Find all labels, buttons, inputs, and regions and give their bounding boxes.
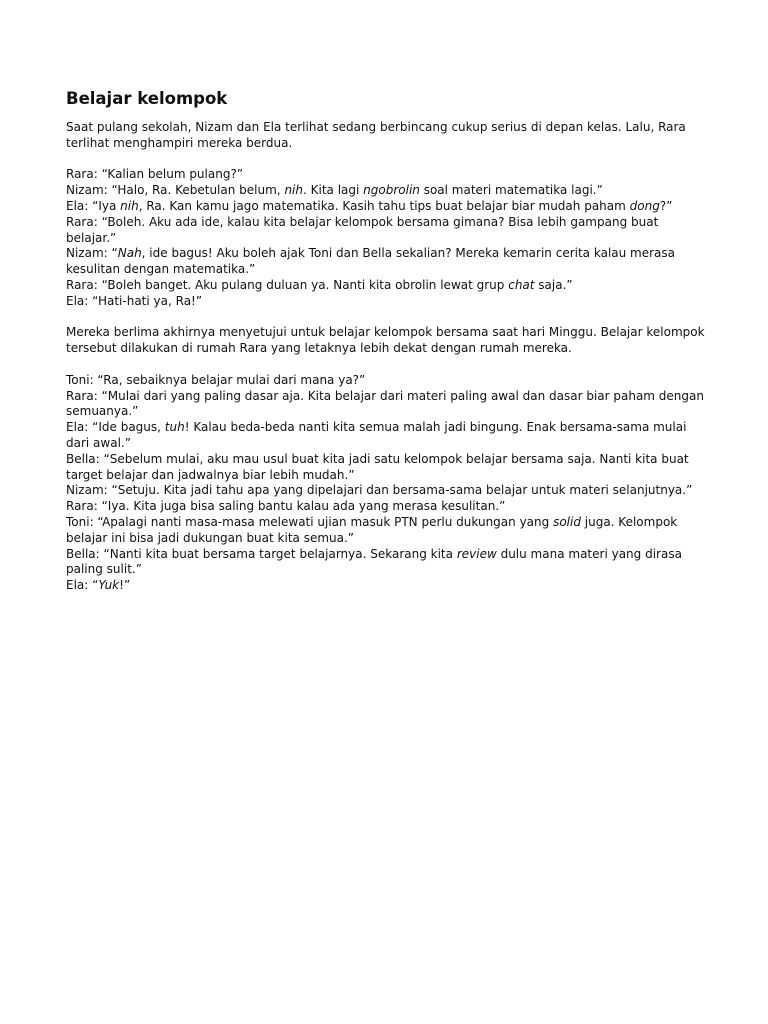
text-run: ?” — [659, 198, 673, 213]
document-title: Belajar kelompok — [66, 89, 228, 108]
text-run: Rara: “Kalian belum pulang?” — [66, 167, 244, 182]
text-line — [66, 373, 708, 389]
text-run: Ela: “Hati-hati ya, Ra!” — [66, 293, 203, 308]
text-run: Rara: “Boleh. Aku ada ide, kalau kita belajar kelompok bersama gimana? Bisa lebih gampang buat belajar.” — [66, 214, 659, 245]
text-line — [66, 294, 708, 310]
paragraph-gap — [66, 152, 708, 168]
paragraph — [66, 120, 708, 152]
text-line — [66, 515, 708, 547]
text-run: Nizam: “ — [66, 246, 118, 261]
text-line — [66, 183, 708, 199]
text-run: saja.” — [534, 277, 573, 292]
text-run: Ela: “Iya — [66, 198, 121, 213]
italic-text: Yuk — [98, 578, 120, 593]
text-line — [66, 278, 708, 294]
text-run: Rara: “Mulai dari yang paling dasar aja. Kita belajar dari materi paling awal dan dasar biar paham dengan semuanya.” — [66, 388, 704, 419]
text-run: Rara: “Iya. Kita juga bisa saling bantu kalau ada yang merasa kesulitan.” — [66, 499, 506, 514]
text-line — [66, 246, 708, 278]
text-run: Mereka berlima akhirnya menyetujui untuk belajar kelompok bersama saat hari Minggu. Belajar kelompok tersebut dilakukan di rumah Rara yang letaknya lebih dekat dengan rumah mereka. — [66, 325, 705, 356]
text-run: !” — [119, 578, 131, 593]
italic-text: nih — [284, 183, 303, 198]
italic-text: chat — [508, 277, 535, 292]
italic-text: tuh — [164, 420, 185, 435]
document-body — [66, 120, 708, 594]
paragraph-gap — [66, 357, 708, 373]
paragraph — [66, 325, 708, 357]
italic-text: solid — [553, 514, 581, 529]
text-line — [66, 215, 708, 247]
text-run: , Ra. Kan kamu jago matematika. Kasih tahu tips buat belajar biar mudah paham — [138, 198, 630, 213]
italic-text: review — [456, 546, 497, 561]
italic-text: Nah — [117, 246, 142, 261]
text-run: Toni: “Apalagi nanti masa-masa melewati ujian masuk PTN perlu dukungan yang — [66, 514, 554, 529]
text-run: dulu mana materi yang dirasa paling sulit.” — [66, 546, 682, 577]
text-run: . Kita lagi — [302, 183, 364, 198]
text-run: , ide bagus! Aku boleh ajak Toni dan Bella sekalian? Mereka kemarin cerita kalau merasa kesulitan dengan matematika.” — [66, 246, 676, 277]
text-line — [66, 167, 708, 183]
text-run: Nizam: “Halo, Ra. Kebetulan belum, — [66, 183, 285, 198]
text-run: Bella: “Nanti kita buat bersama target belajarnya. Sekarang kita — [66, 546, 457, 561]
italic-text: dong — [629, 198, 660, 213]
text-run: Bella: “Sebelum mulai, aku mau usul buat kita jadi satu kelompok belajar bersama saja. Nanti kita buat target belajar dan jadwalnya biar lebih mudah.” — [66, 451, 689, 482]
text-line — [66, 199, 708, 215]
text-run: Ela: “Ide bagus, — [66, 420, 165, 435]
text-line — [66, 452, 708, 484]
paragraph — [66, 373, 708, 594]
text-run: Saat pulang sekolah, Nizam dan Ela terlihat sedang berbincang cukup serius di depan kelas. Lalu, Rara terlihat menghampiri mereka berdua. — [66, 120, 686, 150]
text-line — [66, 420, 708, 452]
italic-text: ngobrolin — [363, 183, 420, 198]
text-run: soal materi matematika lagi.” — [419, 183, 603, 198]
text-line — [66, 499, 708, 515]
text-run: Toni: “Ra, sebaiknya belajar mulai dari mana ya?” — [66, 372, 366, 387]
text-run: juga. Kelompok belajar ini bisa jadi dukungan buat kita semua.” — [66, 514, 678, 545]
text-run: Nizam: “Setuju. Kita jadi tahu apa yang dipelajari dan bersama-sama belajar untuk materi selanjutnya.” — [66, 483, 693, 498]
text-line — [66, 483, 708, 499]
paragraph — [66, 167, 708, 309]
paragraph-gap — [66, 310, 708, 326]
text-run: Rara: “Boleh banget. Aku pulang duluan ya. Nanti kita obrolin lewat grup — [66, 277, 509, 292]
text-run: ! Kalau beda-beda nanti kita semua malah jadi bingung. Enak bersama-sama mulai dari awal.” — [66, 420, 687, 450]
text-line — [66, 325, 708, 357]
text-line — [66, 389, 708, 421]
text-line — [66, 547, 708, 579]
text-run: Ela: “ — [66, 578, 99, 593]
text-line — [66, 120, 708, 152]
text-line — [66, 578, 708, 594]
italic-text: nih — [120, 198, 139, 213]
